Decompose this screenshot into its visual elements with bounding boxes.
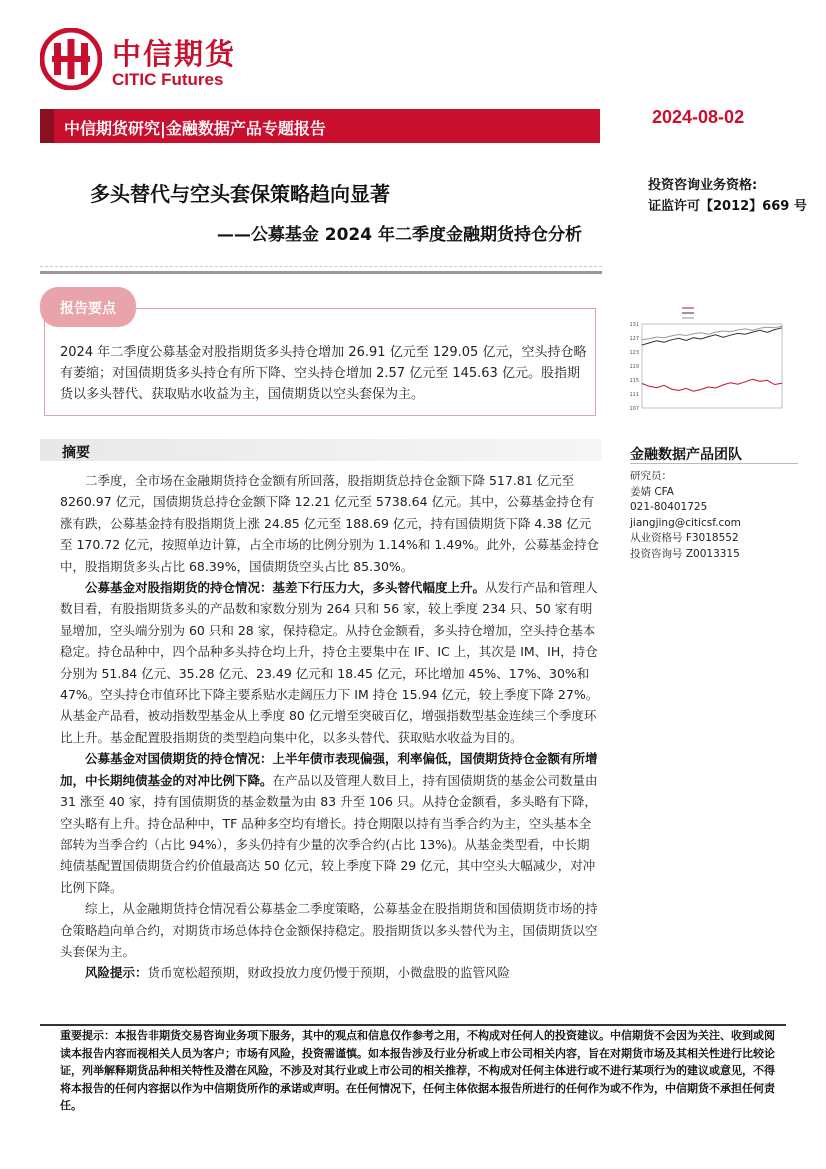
team-title: 金融数据产品团队 [630,447,742,463]
report-date: 2024-08-02 [652,107,745,127]
y-tick-label: 123 [629,350,639,356]
risk-text: 货币宽松超预期，财政投放力度仍慢于预期，小微盘股的监管风险 [147,965,511,981]
footer-divider [40,1024,786,1026]
report-title: 多头替代与空头套保策略趋向显著 [90,182,390,206]
researcher-label: 研究员： [630,470,672,482]
risk-lead: 风险提示： [85,965,148,981]
disclaimer: 重要提示：本报告非期货交易咨询业务项下服务，其中的观点和信息仅作参考之用，不构成对任何人的投资建议。中信期货不会因为关注、收到或阅读本报告内容而视相关人员为客户；市场有风险，投资需谨慎。如本报告涉及行业分析或上市公司相关内容，旨在对期货市场及其相关性进行比较论证，列举解释期货品种相关特性及潜在风险，不涉及对其行业或上市公司的相关推荐，不构成对任何主体进行或不进行某项行为的建议或意见，不得将本报告的任何内容据以作为中信期货所作的承诺或声明。在任何情况下，任何主体依据本报告所进行的任何作为或不作为，中信期货不承担任何责任。 [60,1029,775,1113]
y-tick-label: 119 [629,364,639,370]
team-divider [630,463,798,464]
y-tick-label: 111 [629,392,639,398]
team-info [630,469,741,562]
y-tick-label: 115 [629,378,639,384]
brand-name-cn: 中信期货 [112,37,237,71]
researcher-name: 姜婧 CFA [630,485,674,498]
researcher-license: 从业资格号 F3018552 [630,532,739,544]
report-category: 中信期货研究|金融数据产品专题报告 [64,119,326,138]
abstract-paragraph [60,577,602,748]
abstract-lead: 公募基金对股指期货的持仓情况：基差下行压力大，多头替代幅度上升。 [85,580,486,596]
y-tick-label: 131 [629,322,639,328]
series-line-3 [642,326,782,340]
highlights-text: 2024 年二季度公募基金对股指期货多头持仓增加 26.91 亿元至 129.05 亿元，空头持仓略有萎缩；对国债期货多头持仓有所下降、空头持仓增加 2.57 亿元至 145.63 亿元。股指期货以多头替代、获取贴水收益为主，国债期货以空头套保为主。 [60,345,587,402]
abstract-title: 摘要 [62,445,90,461]
abstract-paragraph-text: 从发行产品和管理人数目看，有股指期货多头的产品数和家数分别为 264 只和 56 家，较上季度 234 只、50 家有明显增加，空头端分别为 60 只和 28 家，保持稳定。从持仓金额看，多头持仓增加，空头持仓基本稳定。持仓品种中，四个品种多头持仓均上升，持仓主要集中在 IF、IC 上，其次是 IM、IH，持仓分别为 51.84 亿元、35.28 亿元、23.49 亿元和 18.45 亿元，环比增加 45%、17%、30%和 47%。空头持仓市值环比下降主要系贴水走阔压力下 IM 持仓 15.94 亿元，较上季度下降 27%。从基金产品看，被动指数型基金从上季度 80 亿元增至突破百亿，增强指数型基金连续三个季度环比上升。基金配置股指期货的类型趋向集中化，以多头替代、获取贴水收益为目的。 [60,580,599,745]
cover-chart [622,296,798,424]
qualification-label: 投资咨询业务资格: [648,178,758,193]
risk-warning [60,962,602,983]
title-divider-dashed [40,266,602,267]
researcher-advisory-license: 投资咨询号 Z0013315 [630,547,740,560]
highlights-tag-label: 报告要点 [60,301,116,317]
series-line-1 [642,379,782,391]
title-divider-solid [40,271,602,274]
abstract-body [60,470,602,984]
qualification-license: 证监许可【2012】669 号 [648,199,807,214]
citic-logo-icon [40,28,102,90]
abstract-paragraph: 综上，从金融期货持仓情况看公募基金二季度策略，公募基金在股指期货和国债期货市场的持仓策略趋向单合约，对期货市场总体持仓金额保持稳定。股指期货以多头替代为主，国债期货以空头套保为主。 [60,901,598,959]
brand-name-en: CITIC Futures [112,70,224,89]
series-line-2 [642,328,782,345]
abstract-paragraph: 二季度，全市场在金融期货持仓金额有所回落，股指期货总持仓金额下降 517.81 亿元至 8260.97 亿元，国债期货总持仓金额下降 12.21 亿元至 5738.64 亿元。其中，公募基金持仓有涨有跌，公募基金持有股指期货上涨 24.85 亿元至 188.69 亿元，持有国债期货下降 4.38 亿元至 170.72 亿元，按照单边计算，占全市场的比例分别为 1.14%和 1.49%。此外，公募基金持仓中，股指期货多头占比 68.39%，国债期货空头占比 85.30%。 [60,473,600,574]
chart-frame [642,324,782,408]
y-tick-label: 107 [629,406,639,412]
researcher-email[interactable]: jiangjing@citicsf.com [630,516,741,529]
y-tick-label: 127 [629,336,639,342]
abstract-paragraph-text: 在产品以及管理人数目上，持有国债期货的基金公司数量由 31 涨至 40 家，持有国债期货的基金数量为由 83 升至 106 只。从持仓金额看，多头略有下降，空头略有上升。持仓品种中，TF 品种多空均有增长。持仓期限以持有当季合约为主，空头基本全部转为当季合约（占比 94%），多头仍持有少量的次季合约(占比 13%)。从基金类型看，中长期纯债基配置国债期货合约价值最高达 50 亿元，较上季度下降 29 亿元，其中空头大幅减少，对冲比例下降。 [60,772,598,895]
brand-logo [40,28,270,94]
researcher-phone: 021-80401725 [630,501,708,513]
abstract-lead: 公募基金对国债期货的持仓情况：上半年债市表现偏强，利率偏低，国债期货持仓金额有所增加，中长期纯债基金的对冲比例下降。 [60,751,598,788]
abstract-paragraph [60,748,602,898]
report-subtitle: ——公募基金 2024 年二季度金融期货持仓分析 [216,225,582,245]
header-banner-accent [40,109,54,143]
abstract-header-bar [40,439,602,461]
